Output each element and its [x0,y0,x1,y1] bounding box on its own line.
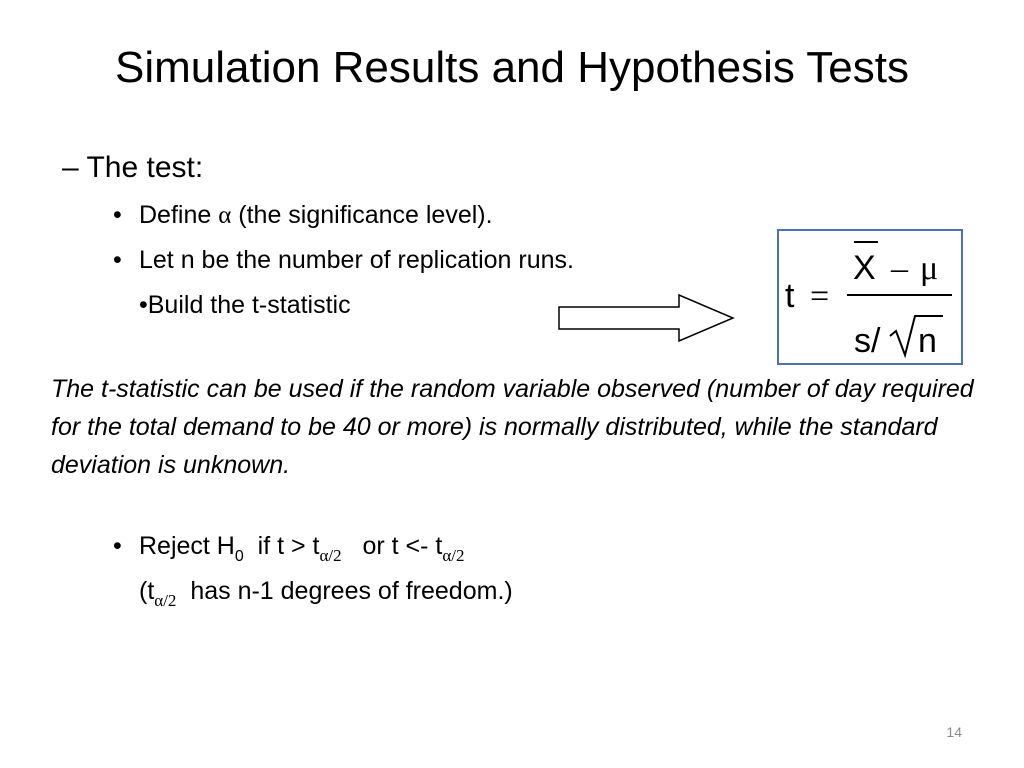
level1-heading: – The test: [62,151,204,184]
t-statistic-formula [779,231,961,363]
bullet-define-alpha [113,199,493,232]
formula-n: n [918,322,937,360]
formula-s: s/ [854,322,881,360]
h-subscript: 0 [234,548,244,565]
formula-equals: = [810,278,830,315]
degrees-of-freedom-line [139,575,513,610]
formula-mu: μ [920,250,939,287]
build-t-statistic: •Build the t-statistic [139,291,351,319]
reject-mid2: or t <- t [341,532,443,560]
bullet-replication-runs [113,244,574,276]
slide-title: Simulation Results and Hypothesis Tests [114,43,910,92]
bullet-replication-text: Let n be the number of replication runs. [139,246,574,274]
alpha-half-subscript-2: α/2 [442,546,465,565]
note-paragraph: The t-statistic can be used if the random variable observed (number of day required for the total demand to be 40 or more) is normally distributed, while the standard deviation is unknown. [51,375,974,479]
alpha-half-subscript-3: α/2 [154,591,177,610]
freedom-prefix: (t [139,577,155,605]
bullet-reject-h0 [113,530,465,566]
bullet-marker: • [113,532,122,560]
bullet-marker: • [113,201,122,229]
freedom-suffix: has n-1 degrees of freedom.) [176,577,513,605]
bullet-marker: • [113,246,122,274]
bullet-define-prefix: Define [139,201,219,229]
reject-prefix: Reject H [139,532,235,560]
right-arrow-icon [555,293,739,343]
formula-minus: – [891,250,908,287]
reject-mid: if t > t [243,532,320,560]
formula-x: X [853,249,876,287]
page-number: 14 [946,724,962,740]
alpha-half-subscript: α/2 [319,546,342,565]
t-statistic-formula-box [777,229,963,365]
alpha-symbol: α [218,202,232,229]
bullet-define-suffix: (the significance level). [231,201,493,229]
formula-t: t [785,277,795,315]
